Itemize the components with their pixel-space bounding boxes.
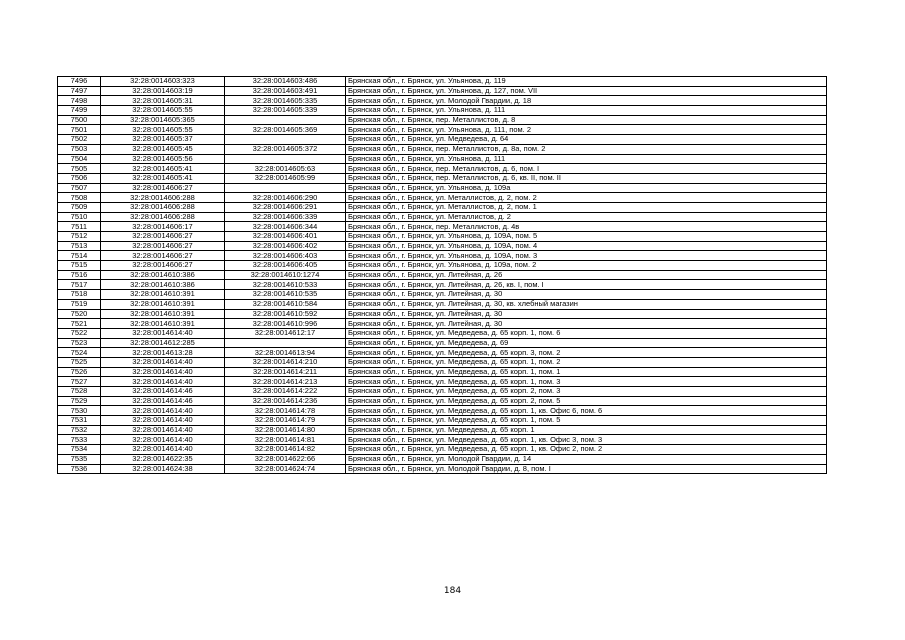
address-cell: Брянская обл., г. Брянск, ул. Ульянова, д. 109а (346, 183, 827, 193)
table-row (58, 309, 827, 319)
row-number-cell: 7523 (58, 338, 101, 348)
cadastral-parent-cell: 32:28:0014605:31 (101, 96, 225, 106)
table-row (58, 396, 827, 406)
address-cell: Брянская обл., г. Брянск, ул. Ульянова, д. 127, пом. VII (346, 86, 827, 96)
row-number-cell: 7497 (58, 86, 101, 96)
cadastral-parent-cell: 32:28:0014610:391 (101, 319, 225, 329)
cadastral-parent-cell: 32:28:0014605:365 (101, 115, 225, 125)
address-cell: Брянская обл., г. Брянск, пер. Металлистов, д. 8а, пом. 2 (346, 144, 827, 154)
row-number-cell: 7514 (58, 251, 101, 261)
cadastral-object-cell: 32:28:0014610:584 (225, 299, 346, 309)
row-number-cell: 7520 (58, 309, 101, 319)
table-row (58, 173, 827, 183)
cadastral-parent-cell: 32:28:0014610:386 (101, 280, 225, 290)
address-cell: Брянская обл., г. Брянск, ул. Литейная, д. 30, кв. хлебный магазин (346, 299, 827, 309)
cadastral-parent-cell: 32:28:0014606:288 (101, 193, 225, 203)
cadastral-object-cell: 32:28:0014614:210 (225, 357, 346, 367)
cadastral-parent-cell: 32:28:0014603:19 (101, 86, 225, 96)
row-number-cell: 7518 (58, 290, 101, 300)
cadastral-object-cell: 32:28:0014605:335 (225, 96, 346, 106)
address-cell: Брянская обл., г. Брянск, ул. Ульянова, д. 111 (346, 106, 827, 116)
address-cell: Брянская обл., г. Брянск, ул. Ульянова, д. 119 (346, 77, 827, 87)
row-number-cell: 7513 (58, 241, 101, 251)
cadastral-parent-cell: 32:28:0014606:27 (101, 241, 225, 251)
cadastral-parent-cell: 32:28:0014614:40 (101, 377, 225, 387)
cadastral-parent-cell: 32:28:0014603:323 (101, 77, 225, 87)
row-number-cell: 7533 (58, 435, 101, 445)
table-row (58, 222, 827, 232)
table-row (58, 241, 827, 251)
address-cell: Брянская обл., г. Брянск, пер. Металлистов, д. 4в (346, 222, 827, 232)
cadastral-parent-cell: 32:28:0014606:17 (101, 222, 225, 232)
row-number-cell: 7532 (58, 425, 101, 435)
address-cell: Брянская обл., г. Брянск, ул. Молодой Гвардии, д. 8, пом. I (346, 464, 827, 474)
cadastral-parent-cell: 32:28:0014605:41 (101, 164, 225, 174)
cadastral-parent-cell: 32:28:0014606:288 (101, 212, 225, 222)
cadastral-object-cell: 32:28:0014606:401 (225, 232, 346, 242)
cadastral-parent-cell: 32:28:0014614:40 (101, 406, 225, 416)
table-row (58, 425, 827, 435)
cadastral-object-cell: 32:28:0014606:291 (225, 202, 346, 212)
cadastral-parent-cell: 32:28:0014614:40 (101, 416, 225, 426)
cadastral-object-cell (225, 115, 346, 125)
row-number-cell: 7508 (58, 193, 101, 203)
cadastral-object-cell: 32:28:0014606:339 (225, 212, 346, 222)
cadastral-parent-cell: 32:28:0014614:40 (101, 328, 225, 338)
table-row (58, 261, 827, 271)
address-cell: Брянская обл., г. Брянск, ул. Медведева, д. 69 (346, 338, 827, 348)
address-cell: Брянская обл., г. Брянск, ул. Медведева, д. 65 корп. 1, кв. Офис 2, пом. 2 (346, 445, 827, 455)
cadastral-object-cell: 32:28:0014622:66 (225, 454, 346, 464)
table-row (58, 328, 827, 338)
table-row (58, 77, 827, 87)
table-row (58, 290, 827, 300)
row-number-cell: 7503 (58, 144, 101, 154)
table-row (58, 251, 827, 261)
cadastral-object-cell: 32:28:0014606:402 (225, 241, 346, 251)
table-row (58, 270, 827, 280)
address-cell: Брянская обл., г. Брянск, ул. Литейная, д. 26, кв. I, пом. I (346, 280, 827, 290)
table-row (58, 406, 827, 416)
cadastral-object-cell: 32:28:0014624:74 (225, 464, 346, 474)
cadastral-object-cell: 32:28:0014605:99 (225, 173, 346, 183)
row-number-cell: 7510 (58, 212, 101, 222)
cadastral-parent-cell: 32:28:0014605:41 (101, 173, 225, 183)
cadastral-object-cell: 32:28:0014610:535 (225, 290, 346, 300)
row-number-cell: 7529 (58, 396, 101, 406)
cadastral-object-cell: 32:28:0014614:78 (225, 406, 346, 416)
document-page (57, 76, 827, 474)
cadastral-parent-cell: 32:28:0014614:46 (101, 387, 225, 397)
page-number: 184 (443, 586, 462, 596)
table-row (58, 115, 827, 125)
address-cell: Брянская обл., г. Брянск, ул. Медведева, д. 65 корп. 3, пом. 2 (346, 348, 827, 358)
cadastral-parent-cell: 32:28:0014614:40 (101, 435, 225, 445)
cadastral-object-cell: 32:28:0014605:372 (225, 144, 346, 154)
row-number-cell: 7516 (58, 270, 101, 280)
row-number-cell: 7522 (58, 328, 101, 338)
cadastral-object-cell: 32:28:0014605:63 (225, 164, 346, 174)
cadastral-object-cell: 32:28:0014606:405 (225, 261, 346, 271)
cadastral-object-cell: 32:28:0014614:80 (225, 425, 346, 435)
table-row (58, 280, 827, 290)
table-row (58, 193, 827, 203)
table-row (58, 367, 827, 377)
table-row (58, 464, 827, 474)
address-cell: Брянская обл., г. Брянск, пер. Металлистов, д. 6, пом. I (346, 164, 827, 174)
address-cell: Брянская обл., г. Брянск, ул. Литейная, д. 26 (346, 270, 827, 280)
cadastral-parent-cell: 32:28:0014614:40 (101, 425, 225, 435)
row-number-cell: 7526 (58, 367, 101, 377)
cadastral-parent-cell: 32:28:0014605:55 (101, 125, 225, 135)
address-cell: Брянская обл., г. Брянск, ул. Ульянова, д. 111 (346, 154, 827, 164)
row-number-cell: 7524 (58, 348, 101, 358)
row-number-cell: 7536 (58, 464, 101, 474)
cadastral-parent-cell: 32:28:0014610:386 (101, 270, 225, 280)
row-number-cell: 7501 (58, 125, 101, 135)
address-cell: Брянская обл., г. Брянск, ул. Молодой Гвардии, д. 14 (346, 454, 827, 464)
address-cell: Брянская обл., г. Брянск, ул. Металлистов, д. 2, пом. 2 (346, 193, 827, 203)
cadastral-parent-cell: 32:28:0014610:391 (101, 299, 225, 309)
cadastral-parent-cell: 32:28:0014610:391 (101, 290, 225, 300)
table-row (58, 435, 827, 445)
cadastral-parent-cell: 32:28:0014614:46 (101, 396, 225, 406)
cadastral-parent-cell: 32:28:0014612:285 (101, 338, 225, 348)
row-number-cell: 7500 (58, 115, 101, 125)
cadastral-object-cell: 32:28:0014614:211 (225, 367, 346, 377)
row-number-cell: 7507 (58, 183, 101, 193)
cadastral-object-cell: 32:28:0014606:290 (225, 193, 346, 203)
cadastral-parent-cell: 32:28:0014605:37 (101, 135, 225, 145)
address-cell: Брянская обл., г. Брянск, ул. Медведева, д. 65 корп. 1, кв. Офис 3, пом. 3 (346, 435, 827, 445)
cadastral-object-cell: 32:28:0014606:344 (225, 222, 346, 232)
address-cell: Брянская обл., г. Брянск, ул. Медведева, д. 65 корп. 1, пом. 3 (346, 377, 827, 387)
address-cell: Брянская обл., г. Брянск, ул. Медведева, д. 65 корп. 1, кв. Офис 6, пом. 6 (346, 406, 827, 416)
address-cell: Брянская обл., г. Брянск, ул. Ульянова, д. 109А, пом. 4 (346, 241, 827, 251)
row-number-cell: 7511 (58, 222, 101, 232)
address-cell: Брянская обл., г. Брянск, ул. Ульянова, д. 109а, пом. 2 (346, 261, 827, 271)
cadastral-parent-cell: 32:28:0014606:27 (101, 232, 225, 242)
table-row (58, 212, 827, 222)
row-number-cell: 7534 (58, 445, 101, 455)
address-cell: Брянская обл., г. Брянск, ул. Медведева, д. 65 корп. 2, пом. 5 (346, 396, 827, 406)
address-cell: Брянская обл., г. Брянск, ул. Медведева, д. 65 корп. 1, пом. 1 (346, 367, 827, 377)
row-number-cell: 7528 (58, 387, 101, 397)
table-row (58, 154, 827, 164)
table-row (58, 135, 827, 145)
cadastral-object-cell: 32:28:0014614:79 (225, 416, 346, 426)
address-cell: Брянская обл., г. Брянск, ул. Литейная, д. 30 (346, 309, 827, 319)
cadastral-object-cell: 32:28:0014605:339 (225, 106, 346, 116)
table-row (58, 183, 827, 193)
row-number-cell: 7515 (58, 261, 101, 271)
address-cell: Брянская обл., г. Брянск, ул. Медведева, д. 64 (346, 135, 827, 145)
table-row (58, 144, 827, 154)
cadastral-object-cell: 32:28:0014603:486 (225, 77, 346, 87)
row-number-cell: 7498 (58, 96, 101, 106)
address-cell: Брянская обл., г. Брянск, ул. Металлистов, д. 2, пом. 1 (346, 202, 827, 212)
cadastral-object-cell: 32:28:0014605:369 (225, 125, 346, 135)
address-cell: Брянская обл., г. Брянск, ул. Ульянова, д. 109А, пом. 3 (346, 251, 827, 261)
cadastral-object-cell (225, 338, 346, 348)
cadastral-object-cell: 32:28:0014614:82 (225, 445, 346, 455)
cadastral-parent-cell: 32:28:0014605:56 (101, 154, 225, 164)
row-number-cell: 7530 (58, 406, 101, 416)
cadastral-object-cell: 32:28:0014610:533 (225, 280, 346, 290)
address-cell: Брянская обл., г. Брянск, пер. Металлистов, д. 8 (346, 115, 827, 125)
cadastral-parent-cell: 32:28:0014606:27 (101, 251, 225, 261)
cadastral-object-cell: 32:28:0014606:403 (225, 251, 346, 261)
table-row (58, 387, 827, 397)
row-number-cell: 7531 (58, 416, 101, 426)
table-row (58, 319, 827, 329)
cadastral-object-cell: 32:28:0014603:491 (225, 86, 346, 96)
address-cell: Брянская обл., г. Брянск, ул. Металлистов, д. 2 (346, 212, 827, 222)
row-number-cell: 7517 (58, 280, 101, 290)
table-row (58, 125, 827, 135)
cadastral-object-cell: 32:28:0014614:81 (225, 435, 346, 445)
cadastral-parent-cell: 32:28:0014624:38 (101, 464, 225, 474)
registry-table-body (58, 77, 827, 474)
row-number-cell: 7527 (58, 377, 101, 387)
row-number-cell: 7506 (58, 173, 101, 183)
address-cell: Брянская обл., г. Брянск, ул. Медведева, д. 65 корп. 1 (346, 425, 827, 435)
cadastral-parent-cell: 32:28:0014606:27 (101, 183, 225, 193)
cadastral-object-cell: 32:28:0014614:222 (225, 387, 346, 397)
cadastral-parent-cell: 32:28:0014605:55 (101, 106, 225, 116)
cadastral-parent-cell: 32:28:0014614:40 (101, 357, 225, 367)
table-row (58, 348, 827, 358)
cadastral-object-cell: 32:28:0014610:592 (225, 309, 346, 319)
table-row (58, 106, 827, 116)
cadastral-parent-cell: 32:28:0014614:40 (101, 445, 225, 455)
cadastral-object-cell (225, 135, 346, 145)
address-cell: Брянская обл., г. Брянск, ул. Медведева, д. 65 корп. 1, пом. 6 (346, 328, 827, 338)
cadastral-object-cell: 32:28:0014613:94 (225, 348, 346, 358)
table-row (58, 377, 827, 387)
address-cell: Брянская обл., г. Брянск, пер. Металлистов, д. 6, кв. II, пом. II (346, 173, 827, 183)
row-number-cell: 7504 (58, 154, 101, 164)
table-row (58, 232, 827, 242)
cadastral-parent-cell: 32:28:0014622:35 (101, 454, 225, 464)
address-cell: Брянская обл., г. Брянск, ул. Молодой Гвардии, д. 18 (346, 96, 827, 106)
row-number-cell: 7519 (58, 299, 101, 309)
row-number-cell: 7525 (58, 357, 101, 367)
table-row (58, 445, 827, 455)
row-number-cell: 7535 (58, 454, 101, 464)
table-row (58, 202, 827, 212)
row-number-cell: 7509 (58, 202, 101, 212)
table-row (58, 299, 827, 309)
table-row (58, 338, 827, 348)
row-number-cell: 7505 (58, 164, 101, 174)
cadastral-parent-cell: 32:28:0014606:27 (101, 261, 225, 271)
cadastral-object-cell (225, 154, 346, 164)
table-row (58, 357, 827, 367)
address-cell: Брянская обл., г. Брянск, ул. Литейная, д. 30 (346, 319, 827, 329)
cadastral-parent-cell: 32:28:0014610:391 (101, 309, 225, 319)
registry-table (57, 76, 827, 474)
address-cell: Брянская обл., г. Брянск, ул. Литейная, д. 30 (346, 290, 827, 300)
address-cell: Брянская обл., г. Брянск, ул. Ульянова, д. 109А, пом. 5 (346, 232, 827, 242)
cadastral-object-cell: 32:28:0014614:213 (225, 377, 346, 387)
table-row (58, 96, 827, 106)
row-number-cell: 7499 (58, 106, 101, 116)
address-cell: Брянская обл., г. Брянск, ул. Ульянова, д. 111, пом. 2 (346, 125, 827, 135)
table-row (58, 454, 827, 464)
address-cell: Брянская обл., г. Брянск, ул. Медведева, д. 65 корп. 1, пом. 5 (346, 416, 827, 426)
cadastral-object-cell: 32:28:0014610:996 (225, 319, 346, 329)
cadastral-object-cell: 32:28:0014614:236 (225, 396, 346, 406)
table-row (58, 416, 827, 426)
cadastral-object-cell: 32:28:0014612:17 (225, 328, 346, 338)
row-number-cell: 7521 (58, 319, 101, 329)
cadastral-parent-cell: 32:28:0014613:28 (101, 348, 225, 358)
address-cell: Брянская обл., г. Брянск, ул. Медведева, д. 65 корп. 2, пом. 3 (346, 387, 827, 397)
cadastral-parent-cell: 32:28:0014606:288 (101, 202, 225, 212)
row-number-cell: 7502 (58, 135, 101, 145)
row-number-cell: 7496 (58, 77, 101, 87)
cadastral-object-cell (225, 183, 346, 193)
table-row (58, 164, 827, 174)
row-number-cell: 7512 (58, 232, 101, 242)
table-row (58, 86, 827, 96)
cadastral-object-cell: 32:28:0014610:1274 (225, 270, 346, 280)
cadastral-parent-cell: 32:28:0014605:45 (101, 144, 225, 154)
cadastral-parent-cell: 32:28:0014614:40 (101, 367, 225, 377)
address-cell: Брянская обл., г. Брянск, ул. Медведева, д. 65 корп. 1, пом. 2 (346, 357, 827, 367)
